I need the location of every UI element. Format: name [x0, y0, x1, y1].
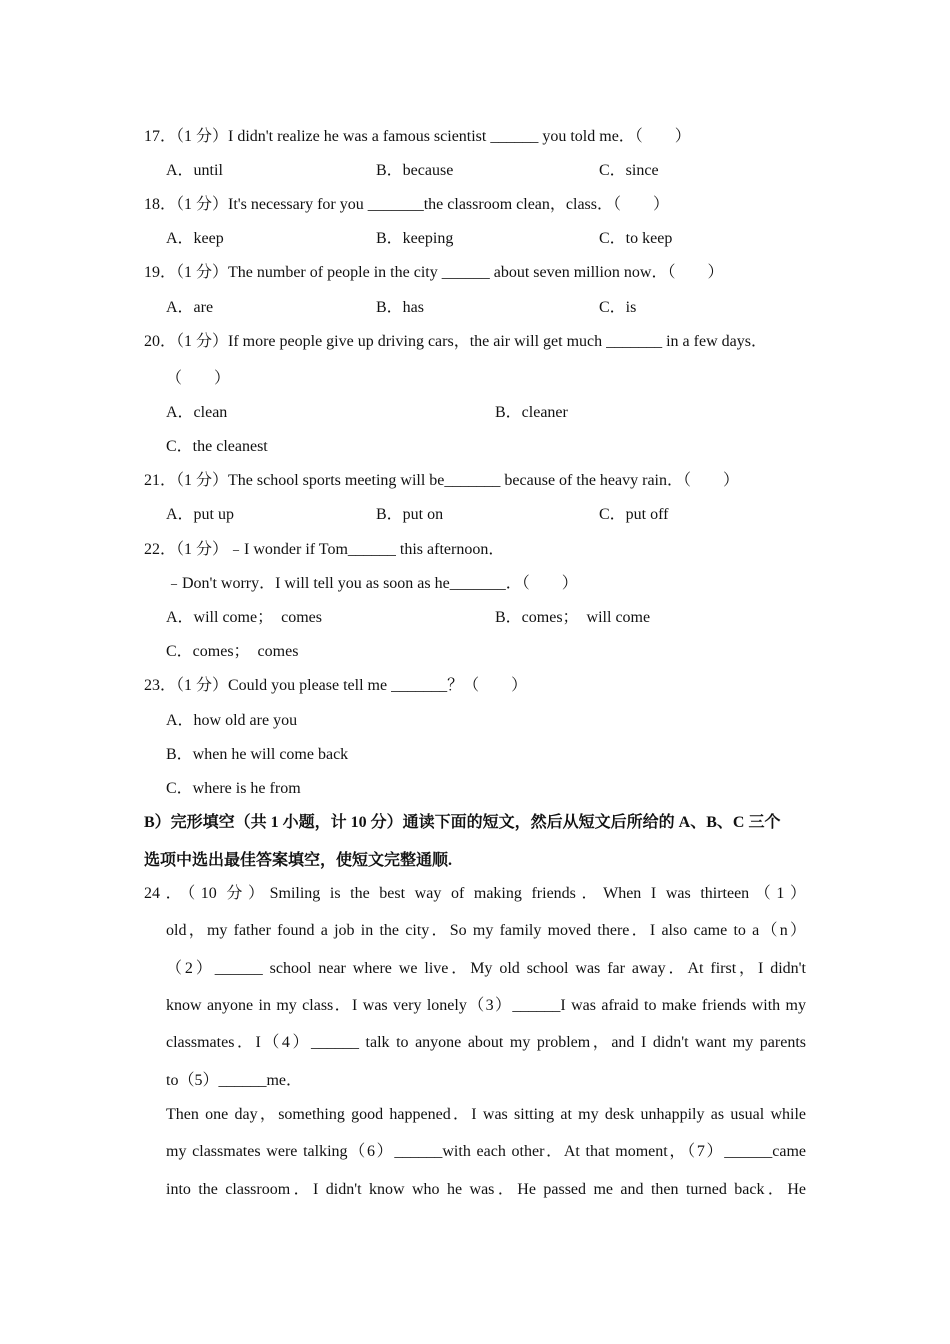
question-19-option-a: A．are	[166, 299, 214, 316]
question-22-option-a: A．will come； comes	[166, 609, 322, 626]
question-21-stem: 21．（1 分）The school sports meeting will be_______ because of the heavy rain．（ ）	[144, 472, 739, 489]
passage-line-4: know anyone in my class．I was very lonely（3）______I was afraid to make friends with my	[166, 997, 806, 1014]
question-18-option-b: B．keeping	[376, 230, 454, 247]
question-20-answer-paren: （ ）	[166, 370, 231, 387]
section-b-heading-cont: 选项中选出最佳答案填空，使短文完整通顺.	[144, 852, 453, 869]
question-21-option-a: A．put up	[166, 506, 235, 523]
question-20-option-a: A．clean	[166, 404, 228, 421]
question-17-option-c: C．since	[599, 162, 659, 179]
question-20-stem: 20．（1 分）If more people give up driving cars，the air will get much _______ in a few days．	[144, 333, 767, 350]
question-22-option-b: B．comes； will come	[495, 609, 651, 626]
question-19-option-b: B．has	[376, 299, 425, 316]
question-18-option-a: A．keep	[166, 230, 224, 247]
question-19-stem: 19．（1 分）The number of people in the city ______ about seven million now．（ ）	[144, 264, 724, 281]
question-22-second-line: ﹣Don't worry．I will tell you as soon as he_______．（ ）	[166, 575, 578, 592]
passage-line-7: Then one day，something good happened．I was sitting at my desk unhappily as usual while	[166, 1106, 806, 1123]
section-b-heading: B）完形填空（共 1 小题，计 10 分）通读下面的短文，然后从短文后所给的 A、B、C 三个	[144, 814, 781, 831]
question-20-option-c: C．the cleanest	[166, 438, 268, 455]
passage-line-8: my classmates were talking（6）______with each other．At that moment，（7）______came	[166, 1143, 806, 1160]
question-22-option-c: C．comes； comes	[166, 643, 299, 660]
question-23-option-c: C．where is he from	[166, 780, 301, 797]
question-17-stem: 17．（1 分）I didn't realize he was a famous scientist ______ you told me．（ ）	[144, 128, 691, 145]
question-22-stem: 22．（1 分）﹣I wonder if Tom______ this afternoon．	[144, 541, 505, 558]
question-21-option-c: C．put off	[599, 506, 669, 523]
question-19-option-c: C．is	[599, 299, 637, 316]
question-17-option-a: A．until	[166, 162, 223, 179]
question-20-option-b: B．cleaner	[495, 404, 568, 421]
question-23-option-a: A．how old are you	[166, 712, 298, 729]
question-18-option-c: C．to keep	[599, 230, 673, 247]
passage-line-2: old，my father found a job in the city．So my family moved there．I also came to a（n）	[166, 922, 806, 939]
passage-line-6: to（5）______me．	[166, 1072, 302, 1089]
passage-line-5: classmates．I（4）______ talk to anyone about my problem，and I didn't want my parents	[166, 1034, 806, 1051]
question-17-option-b: B．because	[376, 162, 454, 179]
passage-line-9: into the classroom．I didn't know who he was．He passed me and then turned back．He	[166, 1181, 806, 1198]
question-18-stem: 18．（1 分）It's necessary for you _______the classroom clean，class．（ ）	[144, 196, 670, 213]
passage-line-3: （2）______ school near where we live．My old school was far away．At first，I didn't	[166, 960, 806, 977]
question-21-option-b: B．put on	[376, 506, 444, 523]
question-23-stem: 23．（1 分）Could you please tell me _______？（ ）	[144, 677, 528, 694]
passage-line-1: 24．（10 分）Smiling is the best way of making friends．When I was thirteen（1）	[144, 885, 806, 902]
question-23-option-b: B．when he will come back	[166, 746, 349, 763]
